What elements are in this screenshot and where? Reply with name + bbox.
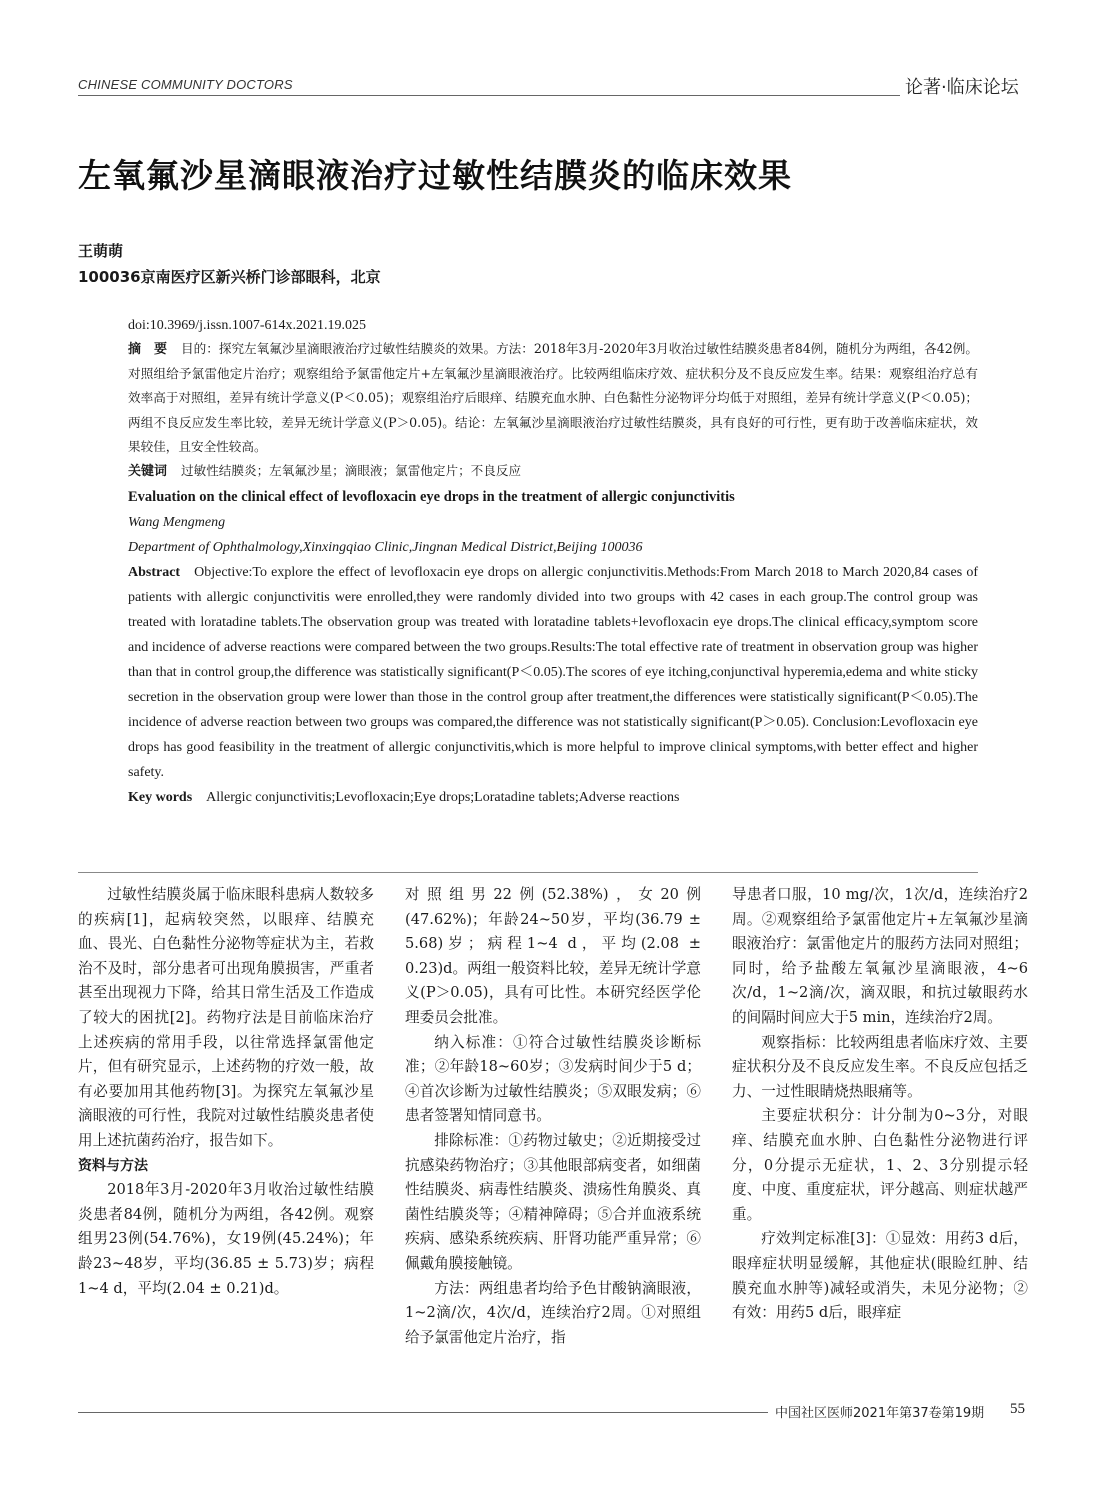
keywords-en bbox=[128, 785, 978, 811]
paragraph: 导患者口服，10 mg/次，1次/d，连续治疗2周。②观察组给予氯雷他定片+左氧氟沙星滴眼液治疗：氯雷他定片的服药方法同对照组；同时，给予盐酸左氧氟沙星滴眼液，4~6次/d，1~2滴/次，滴双眼，和抗过敏眼药水的间隔时间应大于5 min，连续治疗2周。 bbox=[732, 886, 1028, 1026]
paragraph: 排除标准：①药物过敏史；②近期接受过抗感染药物治疗；③其他眼部病变者，如细菌性结膜炎、病毒性结膜炎、溃疡性角膜炎、真菌性结膜炎等；④精神障碍；⑤合并血液系统疾病、感染系统疾病、肝肾功能严重异常；⑥佩戴角膜接触镜。 bbox=[405, 1131, 701, 1272]
author: 王萌萌 bbox=[78, 242, 124, 260]
abstract-block bbox=[128, 315, 978, 811]
abstract-cn bbox=[128, 337, 978, 459]
abstract-cn-text: 目的：探究左氧氟沙星滴眼液治疗过敏性结膜炎的效果。方法：2018年3月-2020年3月收治过敏性结膜炎患者84例，随机分为两组，各42例。对照组给予氯雷他定片治疗；观察组给予氯雷他定片+左氧氟沙星滴眼液治疗。比较两组临床疗效、症状积分及不良反应发生率。结果：观察组治疗总有效率高于对照组，差异有统计学意义(P＜0.05)；观察组治疗后眼痒、结膜充血水肿、白色黏性分泌物评分均低于对照组，差异有统计学意义(P＜0.05)；两组不良反应发生率比较，差异无统计学意义(P＞0.05)。结论：左氧氟沙星滴眼液治疗过敏性结膜炎，具有良好的可行性，更有助于改善临床症状，效果较佳，且安全性较高。 bbox=[128, 341, 978, 454]
abstract-en bbox=[128, 560, 978, 785]
keywords-en-label: Key words bbox=[128, 790, 193, 806]
section-label: 论著·临床论坛 bbox=[905, 77, 1019, 98]
abstract-cn-label: 摘 要 bbox=[128, 342, 168, 357]
paragraph: 疗效判定标准[3]：①显效：用药3 d后，眼痒症状明显缓解，其他症状(眼睑红肿、结膜充血水肿等)减轻或消失，未见分泌物；②有效：用药5 d后，眼痒症 bbox=[732, 1230, 1028, 1322]
body-column-1 bbox=[78, 883, 374, 1301]
article-title: 左氧氟沙星滴眼液治疗过敏性结膜炎的临床效果 bbox=[78, 156, 792, 195]
paragraph: 2018年3月-2020年3月收治过敏性结膜炎患者84例，随机分为两组，各42例。观察组男23例(54.76%)，女19例(45.24%)；年龄23~48岁，平均(36.85 ± 5.73)岁；病程1~4 d，平均(2.04 ± 0.21)d。 bbox=[78, 1181, 374, 1297]
footer-issue: 中国社区医师2021年第37卷第19期 bbox=[775, 1406, 985, 1421]
body-column-3 bbox=[732, 883, 1028, 1326]
keywords-cn-label: 关键词 bbox=[128, 464, 168, 480]
header-rule bbox=[78, 95, 900, 96]
paragraph: 纳入标准：①符合过敏性结膜炎诊断标准；②年龄18~60岁；③发病时间少于5 d；④首次诊断为过敏性结膜炎；⑤双眼发病；⑥患者签署知情同意书。 bbox=[405, 1033, 701, 1125]
page-number: 55 bbox=[1010, 1401, 1025, 1417]
english-author: Wang Mengmeng bbox=[128, 515, 226, 531]
paragraph: 过敏性结膜炎属于临床眼科患病人数较多的疾病[1]，起病较突然，以眼痒、结膜充血、畏光、白色黏性分泌物等症状为主，若救治不及时，部分患者可出现角膜损害，严重者甚至出现视力下降，给其日常生活及工作造成了较大的困扰[2]。药物疗法是目前临床治疗上述疾病的常用手段，以往常选择氯雷他定片，但有研究显示，上述药物的疗效一般，故有必要加用其他药物[3]。为探究左氧氟沙星滴眼液的可行性，我院对过敏性结膜炎患者使用上述抗菌药治疗，报告如下。 bbox=[78, 886, 374, 1149]
keywords-cn bbox=[128, 459, 978, 484]
paragraph: 对照组男22例(52.38%)，女20例(47.62%)；年龄24~50岁，平均(36.79 ± 5.68)岁；病程1~4 d，平均(2.08 ± 0.23)d。两组一般资料比较，差异无统计学意义(P＞0.05)，具有可比性。本研究经医学伦理委员会批准。 bbox=[405, 886, 701, 1026]
doi: doi:10.3969/j.issn.1007-614x.2021.19.025 bbox=[128, 318, 367, 333]
english-affiliation: Department of Ophthalmology,Xinxingqiao Clinic,Jingnan Medical District,Beijing 100036 bbox=[128, 540, 643, 556]
footer-rule bbox=[78, 1412, 768, 1413]
body-rule bbox=[78, 872, 978, 873]
abstract-en-label: Abstract bbox=[128, 565, 181, 581]
section-heading: 资料与方法 bbox=[78, 1157, 148, 1174]
keywords-en-text: Allergic conjunctivitis;Levofloxacin;Eye drops;Loratadine tablets;Adverse reactions bbox=[206, 790, 680, 806]
body-column-2 bbox=[405, 883, 701, 1350]
journal-name: CHINESE COMMUNITY DOCTORS bbox=[78, 77, 293, 92]
affiliation: 100036京南医疗区新兴桥门诊部眼科，北京 bbox=[78, 268, 381, 286]
english-title: Evaluation on the clinical effect of levofloxacin eye drops in the treatment of allergic conjunctivitis bbox=[128, 489, 735, 506]
abstract-en-text: Objective:To explore the effect of levofloxacin eye drops on allergic conjunctivitis.Methods:From March 2018 to March 2020,84 cases of patients with allergic conjunctivitis were enrolled,they were randomly divided into two groups with 42 cases in each group.The control group was treated with loratadine tablets.The observation group was treated with loratadine tablets+levofloxacin eye drops.The clinical efficacy,symptom score and incidence of adverse reactions were compared between the two groups.Results:The total effective rate of treatment in observation group was higher than that in control group,the difference was statistically significant(P＜0.05).The scores of eye itching,conjunctival hyperemia,edema and white sticky secretion in the observation group were lower than those in the control group after treatment,the differences were statistically significant(P＜0.05).The incidence of adverse reaction between two groups was compared,the difference was not statistically significant(P＞0.05). Conclusion:Levofloxacin eye drops has good feasibility in the treatment of allergic conjunctivitis,which is more helpful to improve clinical symptoms,with better effect and higher safety. bbox=[128, 565, 978, 781]
paragraph: 主要症状积分：计分制为0~3分，对眼痒、结膜充血水肿、白色黏性分泌物进行评分，0分提示无症状，1、2、3分别提示轻度、中度、重度症状，评分越高、则症状越严重。 bbox=[732, 1107, 1028, 1223]
paragraph: 方法：两组患者均给予色甘酸钠滴眼液，1~2滴/次，4次/d，连续治疗2周。①对照组给予氯雷他定片治疗，指 bbox=[405, 1279, 701, 1346]
keywords-cn-text: 过敏性结膜炎；左氧氟沙星；滴眼液；氯雷他定片；不良反应 bbox=[181, 463, 522, 479]
paragraph: 观察指标：比较两组患者临床疗效、主要症状积分及不良反应发生率。不良反应包括乏力、一过性眼睛烧热眼痛等。 bbox=[732, 1033, 1028, 1100]
